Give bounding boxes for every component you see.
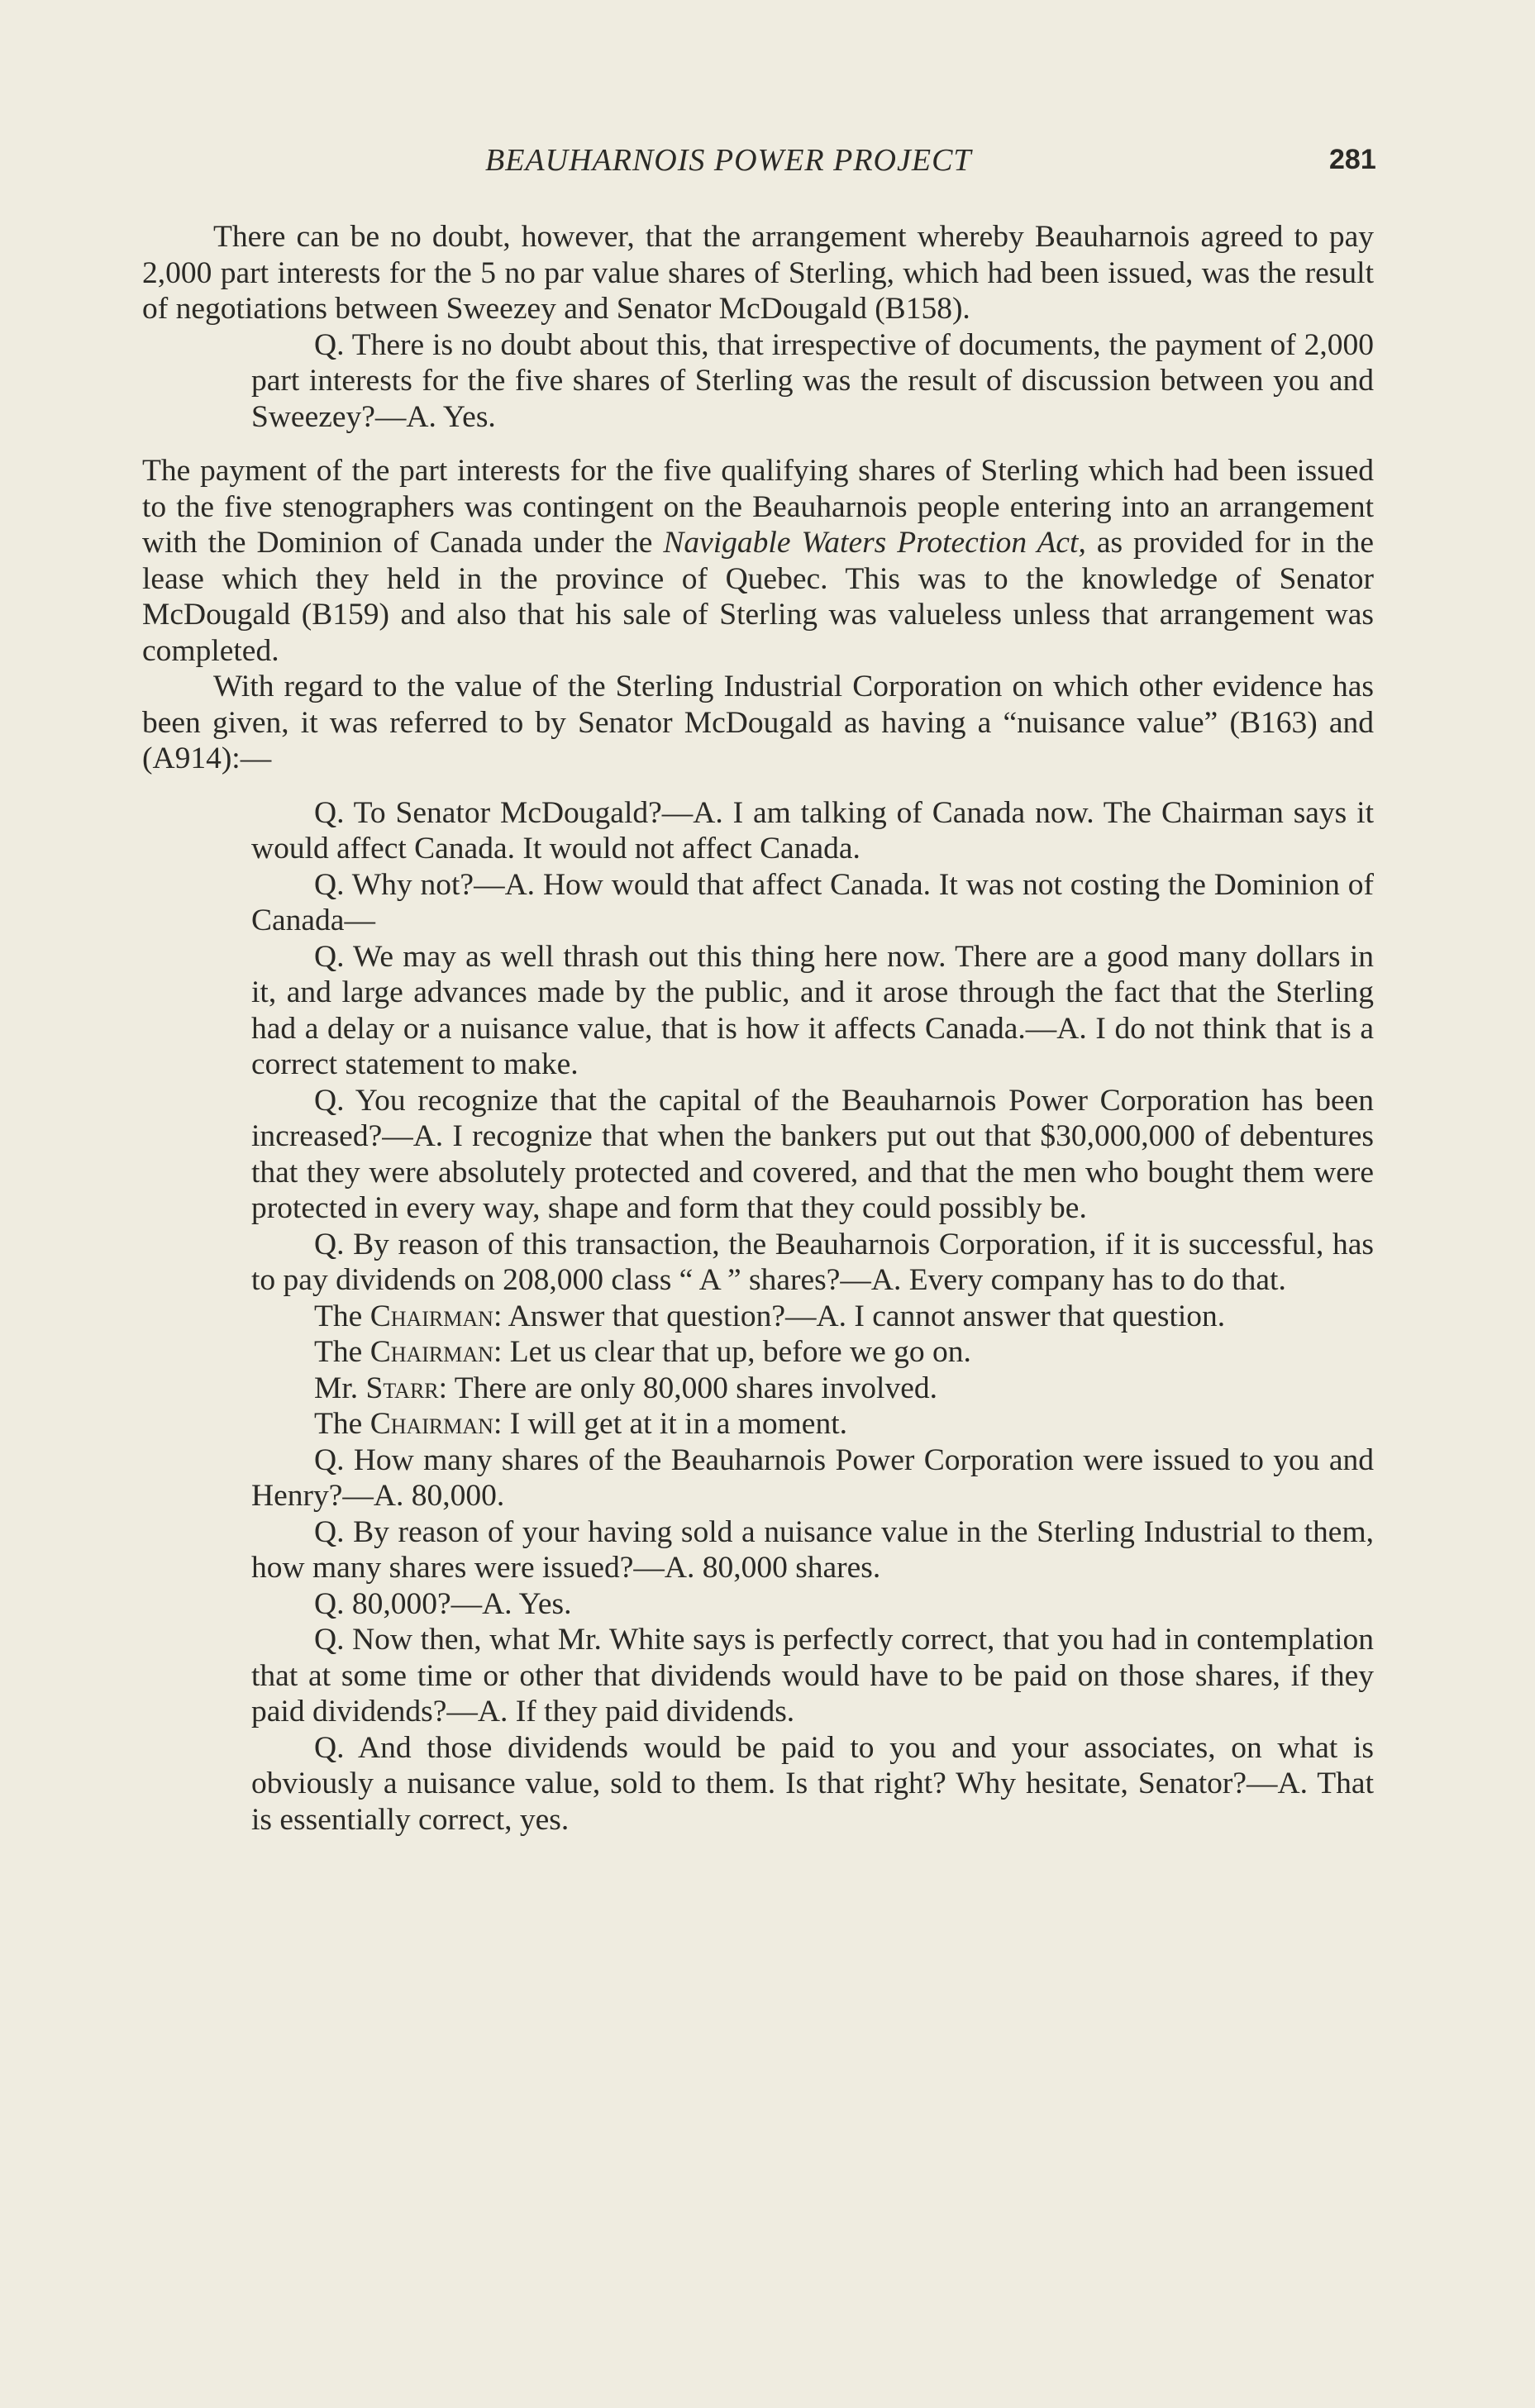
exchange-text: There are only 80,000 shares involved.	[447, 1371, 937, 1405]
exchange-line	[251, 1334, 1374, 1371]
page-number: 281	[1329, 144, 1376, 175]
speaker-colon: :	[493, 1335, 503, 1369]
testimony-line: Q. 80,000?—A. Yes.	[314, 1586, 572, 1621]
speaker-prefix: The	[314, 1299, 370, 1333]
testimony-line: Q. And those dividends would be paid to you and your associates, on what is obviously a nuisance value, sold to them. Is that right? Why hesitate, Senator?—A. That is essentially correct, yes.	[251, 1730, 1374, 1837]
paragraph	[142, 453, 1374, 669]
paragraph: With regard to the value of the Sterling Industrial Corporation on which other evidence has been given, it was referred to by Senator McDougald as having a “nuisance value” (B163) and (A914):—	[142, 670, 1374, 775]
speaker-name: Chairman	[369, 1335, 493, 1369]
paragraph: There can be no doubt, however, that the arrangement whereby Beauharnois agreed to pay 2,000 part interests for the 5 no par value shares of Sterling, which had been issued, was the result of negotiations between Sweezey and Senator McDougald (B158).	[142, 220, 1374, 326]
speaker-name: Chairman	[369, 1299, 493, 1333]
speaker-colon: :	[493, 1299, 503, 1333]
quoted-testimony: Q. There is no doubt about this, that irrespective of documents, the payment of 2,000 part interests for the five shares of Sterling was the result of discussion between you and Sweezey?—A. Yes.	[251, 327, 1374, 434]
testimony-line: Q. By reason of this transaction, the Beauharnois Corporation, if it is successful, has to pay dividends on 208,000 class “ A ” shares?—A. Every company has to do that.	[251, 1227, 1374, 1297]
speaker-prefix: The	[314, 1407, 370, 1441]
speaker-colon: :	[493, 1407, 503, 1441]
act-title: Navigable Waters Protection Act,	[663, 526, 1086, 560]
testimony-line: Q. By reason of your having sold a nuisance value in the Sterling Industrial to them, how many shares were issued?—A. 80,000 shares.	[251, 1514, 1374, 1585]
exchange-line	[251, 1371, 1374, 1407]
running-title: BEAUHARNOIS POWER PROJECT	[485, 143, 972, 178]
exchange-text: Answer that question?—A. I cannot answer that question.	[502, 1299, 1226, 1333]
speaker-colon: :	[438, 1371, 448, 1405]
testimony-line: Q. Why not?—A. How would that affect Canada. It was not costing the Dominion of Canada—	[251, 867, 1374, 937]
testimony-line: Q. You recognize that the capital of the Beauharnois Power Corporation has been increased?—A. I recognize that when the bankers put out that $30,000,000 of debentures that they were absolutely protected and covered, and that the men who bought them were protected in every way, shape and form that they could possibly be.	[251, 1083, 1374, 1225]
page-header	[0, 142, 1535, 192]
exchange-text: Let us clear that up, before we go on.	[502, 1335, 971, 1369]
speaker-prefix: Mr.	[314, 1371, 366, 1405]
body-text	[142, 219, 1374, 1838]
testimony-block	[142, 795, 1374, 1838]
testimony-line: Q. We may as well thrash out this thing here now. There are a good many dollars in it, and large advances made by the public, and it arose through the fact that the Sterling had a delay or a nuisance value, that is how it affects Canada.—A. I do not think that is a correct statement to make.	[251, 939, 1374, 1081]
testimony-line: Q. Now then, what Mr. White says is perfectly correct, that you had in contemplation that at some time or other that dividends would have to be paid on those shares, if they paid dividends?—A. If they paid dividends.	[251, 1623, 1374, 1729]
exchange-text: I will get at it in a moment.	[502, 1407, 847, 1441]
testimony-line: Q. How many shares of the Beauharnois Power Corporation were issued to you and Henry?—A. 80,000.	[251, 1442, 1374, 1513]
testimony-line: Q. To Senator McDougald?—A. I am talking of Canada now. The Chairman says it would affect Canada. It would not affect Canada.	[251, 795, 1374, 865]
speaker-name: Starr	[365, 1371, 439, 1405]
speaker-name: Chairman	[369, 1407, 493, 1441]
exchange-line	[251, 1406, 1374, 1442]
exchange-line	[251, 1299, 1374, 1335]
paragraph-text: as provided for in the lease which they held in the province of Quebec. This was to the knowledge of Senator McDougald (B159) and also that his sale of Sterling was valueless unless that arrangement was completed.	[142, 526, 1375, 668]
speaker-prefix: The	[314, 1335, 370, 1369]
paragraph-text: The payment of the part interests for the five qualifying shares of Sterling which had been issued to the five stenographers was contingent on the Beauharnois people entering into an arrangement with the Dominion of Canada under the	[142, 454, 1374, 560]
